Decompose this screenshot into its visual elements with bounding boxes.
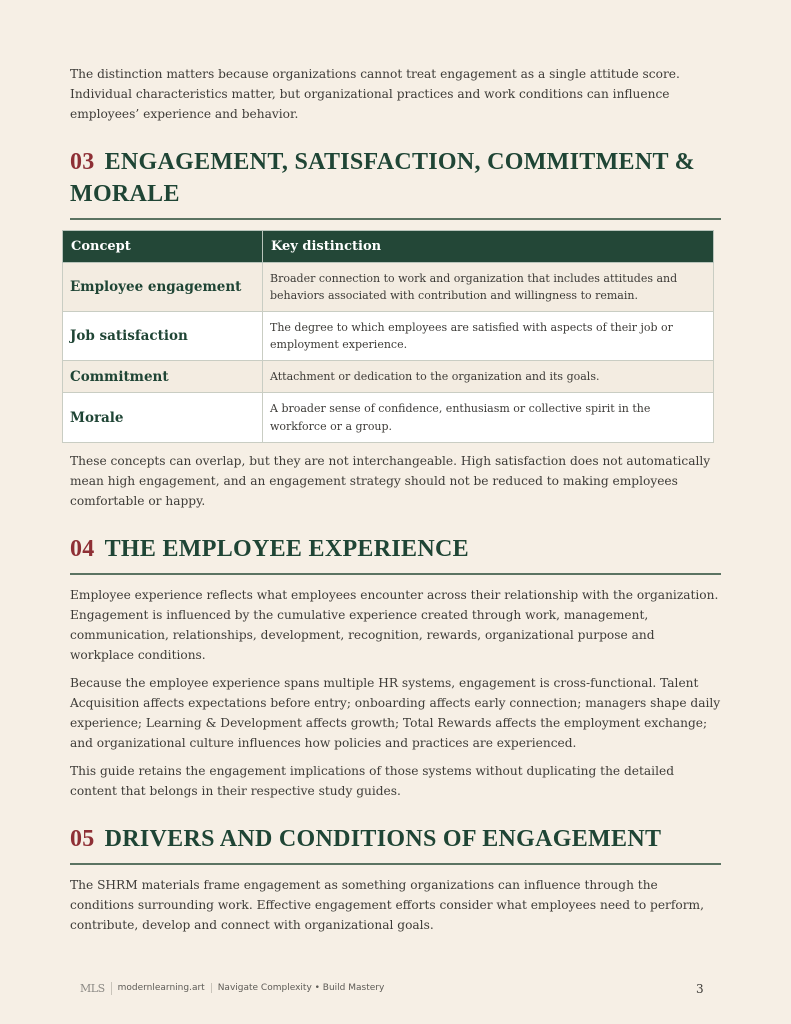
distinction-cell: A broader sense of confidence, enthusiasm or collective spirit in the workforce or a group.: [263, 393, 714, 443]
column-header-key-distinction: Key distinction: [263, 231, 714, 263]
experience-paragraph-3: This guide retains the engagement implications of those systems without duplicating the detailed content that belongs in their respective study guides.: [70, 764, 674, 798]
table-row: [63, 263, 714, 312]
concept-cell: Job satisfaction: [63, 312, 263, 361]
drivers-paragraph: The SHRM materials frame engagement as something organizations can influence through the conditions surrounding work. Effective engagement efforts consider what employees need to perform, contribute, develop and connect with organizational goals.: [70, 878, 704, 932]
table-row: [63, 312, 714, 361]
footer-tagline: Navigate Complexity • Build Mastery: [217, 983, 385, 993]
section-heading-employee-experience: [70, 533, 721, 565]
concept-cell: Morale: [63, 393, 263, 443]
section-divider: [70, 863, 721, 865]
distinction-cell: Attachment or dedication to the organization and its goals.: [263, 361, 714, 393]
concepts-paragraph: These concepts can overlap, but they are not interchangeable. High satisfaction does not automatically mean high engagement, and an engagement strategy should not be reduced to making employees comfortable or happy.: [70, 454, 711, 508]
table-row: [63, 361, 714, 393]
concept-cell: Commitment: [63, 361, 263, 393]
section-number: 05: [70, 826, 95, 852]
site-link[interactable]: modernlearning.art: [112, 983, 212, 993]
section-divider: [70, 218, 721, 220]
section-title: THE EMPLOYEE EXPERIENCE: [104, 536, 469, 562]
experience-paragraph-2: Because the employee experience spans multiple HR systems, engagement is cross-functional. Talent Acquisition affects expectations before entry; onboarding affects early connection; managers shape daily experience; Learning & Development affects growth; Total Rewards affects the employment exchange; and organizational culture influences how policies and practices are experienced.: [70, 676, 721, 750]
intro-paragraph: The distinction matters because organizations cannot treat engagement as a single attitude score. Individual characteristics matter, but organizational practices and work conditions can influence employees’ experience and behavior.: [70, 67, 680, 121]
distinction-cell: The degree to which employees are satisfied with aspects of their job or employment experience.: [263, 312, 714, 361]
page-number: 3: [696, 982, 704, 996]
section-title: DRIVERS AND CONDITIONS OF ENGAGEMENT: [104, 826, 662, 852]
concepts-table: [62, 230, 714, 443]
section-heading-drivers: [70, 823, 721, 855]
section-heading-engagement-concepts: [70, 146, 721, 210]
brand-logo: MLS: [80, 982, 112, 995]
column-header-concept: Concept: [63, 231, 263, 263]
table-header-row: [63, 231, 714, 263]
concept-cell: Employee engagement: [63, 263, 263, 312]
page-footer: [80, 978, 710, 998]
page-content: [70, 64, 721, 943]
table-row: [63, 393, 714, 443]
section-title: ENGAGEMENT, SATISFACTION, COMMITMENT & MORALE: [70, 149, 695, 207]
experience-paragraph-1: Employee experience reflects what employees encounter across their relationship with the organization. Engagement is influenced by the cumulative experience created through work, management, communication, relationships, development, recognition, rewards, organizational purpose and workplace conditions.: [70, 588, 719, 662]
distinction-cell: Broader connection to work and organization that includes attitudes and behaviors associated with contribution and willingness to remain.: [263, 263, 714, 312]
section-number: 04: [70, 536, 95, 562]
section-number: 03: [70, 149, 95, 175]
section-divider: [70, 573, 721, 575]
